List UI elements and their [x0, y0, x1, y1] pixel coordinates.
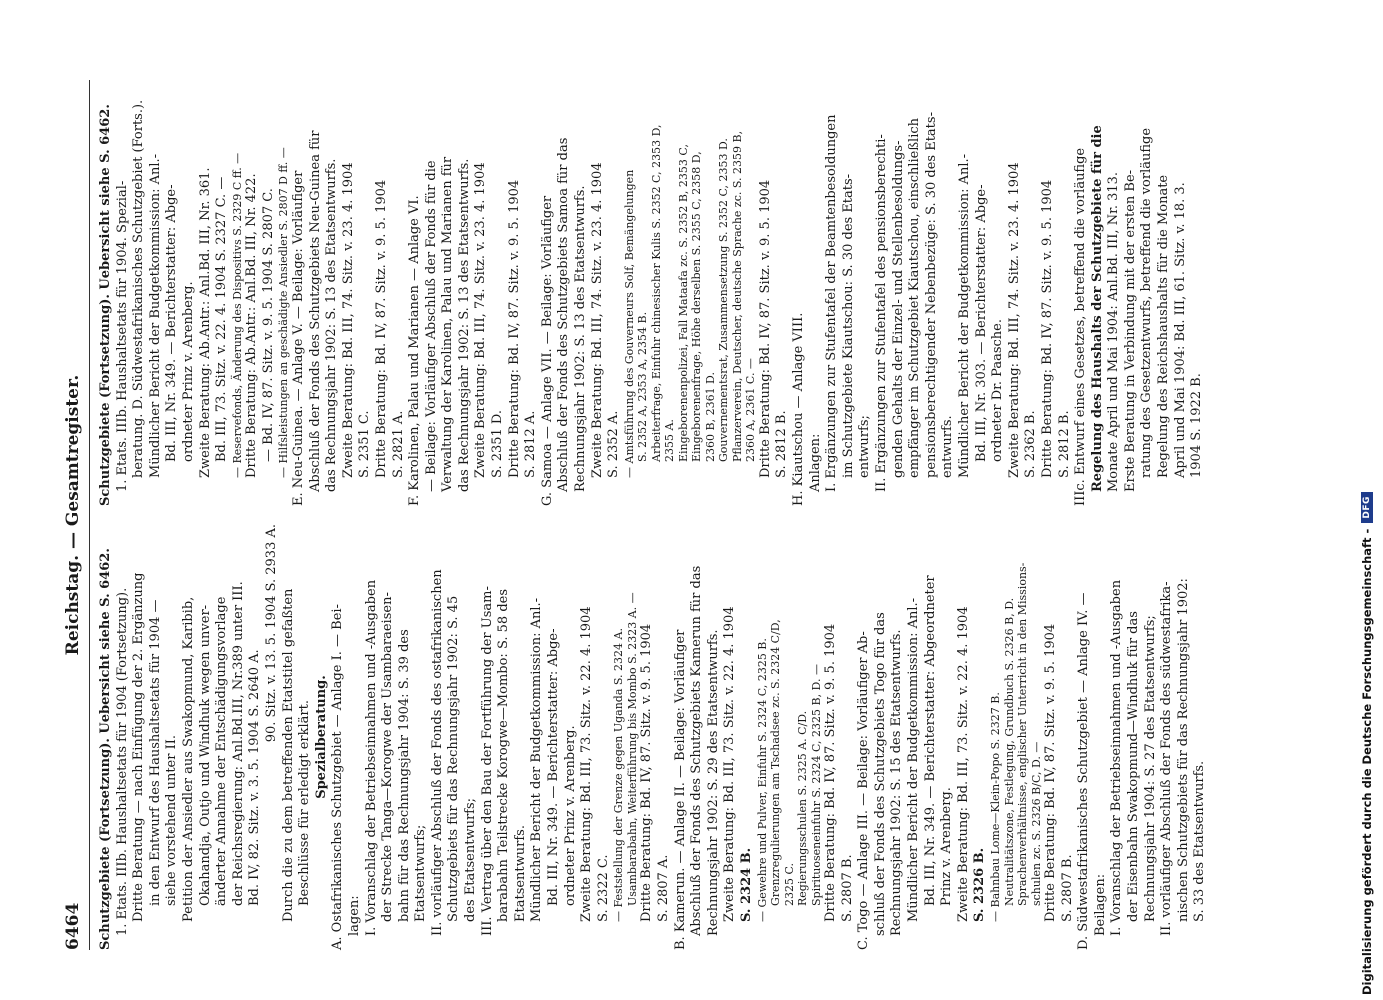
text-line: S. 2324 B. — [738, 847, 754, 922]
text-line: Bd. III, Nr. 349. — Berichterstatter: Abgeordneter — [922, 575, 938, 906]
text-line: Rechnungsjahr 1902: S. 13 des Etatsentwurfs. — [573, 185, 589, 492]
text-line: im Schutzgebiete Kiautschou: S. 30 des Etats- — [840, 173, 856, 478]
text-line: Arbeiterfrage, Einfuhr chinesischer Kulis S. 2352 C, 2353 D, — [649, 124, 663, 462]
column-heading: Schutzgebiete (Fortsetzung). Uebersicht siehe S. 6462. — [98, 104, 113, 506]
text-line: genden Gehalts der Einzel- und Stellenbesoldungs- — [890, 140, 906, 478]
text-line: S. 2326 B. — [972, 847, 988, 922]
text-line: Regelung des Haushalts der Schutzgebiete für die — [1089, 125, 1105, 492]
text-line: April und Mai 1904: Bd. III, 61. Sitz. v. 18. 3. — [1172, 182, 1188, 478]
text-line: E. Neu-Guinea. — Anlage V. — Beilage: Vorläufiger — [290, 170, 306, 506]
text-line: Rechnungsjahr 1904: S. 27 des Etatsentwurfs; — [1142, 615, 1158, 922]
right-column — [98, 80, 1209, 506]
text-line: Zweite Beratung: Bd. III, 73. Sitz. v. 22. 4. 1904 — [579, 606, 595, 922]
text-line: S. 2351 C. — [357, 410, 373, 478]
text-line: Okahandja, Outjo und Windhuk wegen unver- — [197, 604, 213, 906]
text-line: 2355 A. — [663, 419, 677, 462]
text-line: 2360 B, 2361 D. — [703, 372, 717, 462]
text-line: der Strecke Tanga—Korogwe der Usambaraeisen- — [380, 592, 396, 922]
digitization-credit — [1360, 492, 1374, 995]
text-line: Bd. III, Nr. 349. — Berichterstatter: Abge- — [546, 628, 562, 906]
text-line: Dritte Beratung — nach Einfügung der 2. Ergänzung — [131, 572, 147, 922]
text-line: S. 2807 A. — [656, 854, 671, 922]
text-line: — Bd. IV, 87. Sitz. v. 9. 5. 1904 S. 2807 C. — [260, 188, 276, 462]
text-line: nischen Schutzgebiets für das Rechnungsjahr 1902: — [1175, 578, 1191, 922]
text-line: 1904 S. 1922 B. — [1189, 373, 1205, 478]
text-line: — Hilfsleistungen an geschädigte Ansiedler S. 2807 D ff. — — [277, 147, 291, 478]
text-line: ordneter Prinz v. Arenberg. — [562, 725, 578, 906]
text-line: Beschlüsse für erledigt erklärt. — [297, 700, 313, 906]
text-line: Dritte Beratung: Bd. IV, 87. Sitz. v. 9. 5. 1904 — [639, 623, 655, 922]
text-line: Rechnungsjahr 1902: S. 29 des Etatsentwurfs. — [705, 629, 721, 936]
left-column — [98, 524, 1209, 950]
text-line: D. Südwestafrikanisches Schutzgebiet — Anlage IV. — — [1076, 592, 1092, 950]
text-line: das Rechnungsjahr 1902: S. 13 des Etatsentwurfs. — [456, 158, 472, 492]
text-line: Spirituoseneinfuhr S. 2324 C, 2325 B, D. — — [809, 664, 823, 906]
text-line: I. Voranschlag der Betriebseinnahmen und -Ausgaben — [363, 579, 379, 936]
text-line: Zweite Beratung: Bd. III, 74. Sitz. v. 23. 4. 1904 — [1006, 162, 1022, 478]
text-line: lagen: — [346, 895, 362, 936]
page-title: Reichstag. — Gesamtregister. — [63, 374, 83, 656]
text-line: entwurfs; — [857, 415, 873, 478]
text-line: Dritte Beratung: Ab.Antr.: Anl.Bd. III, Nr. 422. — [244, 173, 260, 478]
text-line: F. Karolinen, Palau und Marianen — Anlage VI. — [407, 195, 423, 506]
text-line: siehe vorstehend unter II. — [164, 735, 180, 906]
text-line: — Reservefonds, Änderung des Dispositivs S. 2329 C ff. — — [230, 152, 244, 478]
text-line: Usambarabahn, Weiterführung bis Mombo S. 2323 A. — — [625, 592, 639, 906]
text-line: Dritte Beratung: Bd. IV, 87. Sitz. v. 9. 5. 1904 — [373, 179, 389, 478]
text-line: S. 2812 B. — [774, 410, 790, 478]
text-line: II. Ergänzungen zur Stufentafel des pensionsberechti- — [873, 134, 889, 492]
text-line: Bd. IV, 82. Sitz. v. 3. 5. 1904 S. 2640 A. — [247, 649, 263, 906]
text-line: Eingeborenenpolizei, Fall Mataafa zc. S. 2352 B, 2353 C, — [676, 144, 690, 462]
text-line: pensionsberechtigender Nebenbezüge: S. 30 des Etats- — [923, 112, 939, 478]
text-line: schulen zc. S. 2326 B/C, D. — — [1029, 741, 1043, 906]
text-line: S. 2812 A. — [523, 410, 539, 478]
text-line: S. 2352 A. — [606, 410, 622, 478]
text-line: — Feststellung der Grenze gegen Uganda S. 2324 A. — [612, 628, 626, 922]
text-line: II. vorläufiger Abschluß der Fonds des ostafrikanischen — [429, 569, 445, 936]
text-line: Verwaltung der Karolinen, Palau und Marianen für — [440, 156, 456, 492]
text-line: ordneter Dr. Paasche. — [990, 319, 1006, 462]
text-line: — Bahnbau Lome—Klein-Popo S. 2327 B. — [989, 692, 1002, 922]
text-line: Durch die zu dem betreffenden Etatstitel gefaßten — [280, 588, 296, 922]
text-line: Zweite Beratung: Ab.Antr.: Anl.Bd. III, Nr. 361. — [197, 167, 213, 478]
text-line: G. Samoa — Anlage VII. — Beilage: Vorläufiger — [539, 195, 555, 506]
text-line: Monate April und Mai 1904: Anl.Bd. III, Nr. 313. — [1106, 171, 1122, 492]
text-line: Dritte Beratung: Bd. IV, 87. Sitz. v. 9. 5. 1904 — [506, 179, 522, 478]
text-line: Schutzgebiets für das Rechnungsjahr 1902: S. 45 — [446, 595, 462, 922]
text-line: Mündlicher Bericht der Budgetkommission: Anl.- — [529, 597, 545, 922]
text-line: I. Ergänzungen zur Stufentafel der Beamtenbesoldungen — [824, 114, 840, 492]
text-line: 1. Etats. IIIb. Haushaltsetats für 1904 (Fortsetzung). — [114, 587, 130, 936]
text-line: III. Vertrag über den Bau der Fortführung der Usam- — [479, 586, 495, 936]
text-line: des Etatsentwurfs; — [463, 797, 479, 922]
text-line: S. 2807 B. — [839, 854, 855, 922]
text-line: C. Togo — Anlage III. — Beilage: Vorläufiger Ab- — [856, 631, 872, 950]
text-line: Prinz v. Arenberg. — [939, 787, 955, 906]
text-line: S. 2362 B. — [1023, 410, 1039, 478]
dfg-logo: DFG — [1361, 492, 1373, 523]
text-line: Regierungsschulen S. 2325 A. C/D. — [796, 710, 810, 906]
text-columns — [98, 80, 1209, 950]
text-line: Mündlicher Bericht der Budgetkommission: Anl.- — [906, 597, 922, 922]
text-line: in den Entwurf des Haushaltsetats für 1904 — — [147, 599, 163, 906]
text-line: Abschluß der Fonds des Schutzgebiets Neu-Guinea für — [307, 130, 323, 492]
text-line: Etatsentwurfs; — [413, 824, 429, 922]
text-line: der Eisenbahn Swakopmund—Windhuk für das — [1125, 611, 1141, 922]
text-line: Neutralitätszone, Festlegung, Grundbuch S. 2326 B, D. — [1002, 597, 1016, 906]
text-line: — Beilage: Vorläufiger Abschluß der Fonds für die — [423, 160, 439, 492]
text-line: S. 2322 C. — [595, 854, 611, 922]
text-line: bahn für das Rechnungsjahr 1904: S. 39 des — [396, 629, 412, 922]
text-line: Anlagen: — [807, 433, 823, 492]
text-line: S. 33 des Etatsentwurfs. — [1192, 760, 1208, 922]
text-line: Zweite Beratung: Bd. III, 73. Sitz. v. 22. 4. 1904 — [955, 606, 971, 922]
rotated-page — [45, 70, 1345, 970]
text-line: Pflanzerverein, Deutscher, deutsche Sprache zc. S. 2359 B, — [730, 130, 744, 462]
running-head — [63, 80, 90, 950]
text-line: Etatsentwurfs. — [512, 825, 528, 922]
text-line: beratung. D. Südwestafrikanisches Schutzgebiet (Forts.). — [131, 99, 147, 478]
text-line: Zweite Beratung: Bd. III, 73. Sitz. v. 22. 4. 1904 — [722, 606, 738, 922]
text-line: Abschluß der Fonds des Schutzgebiets Kamerun für das — [689, 565, 705, 936]
text-line: S. 2351 D. — [490, 409, 506, 478]
text-line: Regelung des Reichshaushalts für die Monate — [1156, 174, 1172, 478]
section-heading: Spezialberatung. — [313, 675, 329, 799]
text-line: H. Kiautschou — Anlage VIII. — [791, 312, 806, 506]
text-line: Eingeborenenfrage, Höhe derselben S. 2355 C, 2358 D, — [690, 151, 704, 462]
text-line: S. 2352 A, 2353 A, 2354 B. — [636, 311, 650, 462]
text-line: Bd. III, Nr. 349. — Berichterstatter: Abge- — [164, 184, 180, 462]
page-number: 6464 — [63, 902, 83, 950]
text-line: Beilagen: — [1092, 873, 1108, 936]
text-line: Bd. III, Nr. 303. — Berichterstatter: Abge- — [973, 184, 989, 462]
text-line: Erste Beratung in Verbindung mit der ersten Be- — [1122, 169, 1138, 492]
text-line: IIIc. Entwurf eines Gesetzes, betreffend die vorläufige — [1073, 147, 1089, 506]
text-line: das Rechnungsjahr 1902: S. 13 des Etatsentwurfs. — [324, 158, 340, 492]
text-line: schluß der Fonds des Schutzgebiets Togo für das — [872, 612, 888, 936]
text-line: S. 2812 B. — [1056, 410, 1072, 478]
text-line: Dritte Beratung: Bd. IV, 87. Sitz. v. 9. 5. 1904 — [1043, 623, 1058, 922]
text-line: 1. Etats. IIIb. Haushaltsetats für 1904. Spezial- — [114, 180, 130, 492]
text-line: I. Voranschlag der Betriebseinnahmen und -Ausgaben — [1109, 579, 1125, 936]
text-line: Mündlicher Bericht der Budgetkommission: Anl.- — [147, 153, 163, 478]
text-line: barabahn Teilstrecke Korogwe—Mombo: S. 58 des — [496, 588, 512, 922]
text-line: II. vorläufiger Abschluß der Fonds des südwestafrika- — [1159, 581, 1175, 936]
text-line: Sprachenverhältnisse, englischer Unterricht in den Missions- — [1016, 562, 1029, 906]
text-line: Gouvernementsrat, Zusammensetzung S. 2352 C, 2353 D. — [717, 138, 731, 462]
text-line: der Reichsregierung: Anl.Bd.III, Nr.389 unter III. — [230, 581, 246, 906]
text-line: 2325 C. — [782, 862, 796, 906]
text-line: Dritte Beratung: Bd. IV, 87. Sitz. v. 9. 5. 1904 — [757, 179, 773, 478]
credit-text: Digitalisierung gefördert durch die Deutsche Forschungsgemeinschaft - — [1360, 528, 1374, 995]
text-line: A. Ostafrikanisches Schutzgebiet — Anlage I. — Bei- — [330, 604, 346, 950]
text-line: Bd. III, 73. Sitz. v. 22. 4. 1904 S. 2327 C. — — [214, 176, 230, 462]
text-line: Zweite Beratung: Bd. III, 74. Sitz. v. 23. 4. 1904 — [473, 162, 489, 478]
text-line: Mündlicher Bericht der Budgetkommission: Anl.- — [956, 153, 972, 478]
text-line: ratung des Gesetzentwurfs, betreffend die vorläufige — [1139, 127, 1155, 478]
text-line: 90. Sitz. v. 13. 5. 1904 S. 2933 A. — [263, 524, 279, 743]
text-line: Rechnungsjahr 1902: S. 15 des Etatsentwurfs. — [889, 629, 905, 936]
text-line: empfänger im Schutzgebiet Kiautschou, einschließlich — [907, 117, 923, 478]
text-line: ordneter Prinz v. Arenberg. — [180, 281, 196, 462]
text-line: — Gewehre und Pulver, Einfuhr S. 2324 C, 2325 B. — [755, 638, 769, 922]
text-line: S. 2807 B. — [1059, 854, 1075, 922]
text-line: 2360 A, 2361 C. — — [744, 358, 758, 462]
text-line: B. Kamerun. — Anlage II. — Beilage: Vorläufiger — [672, 629, 688, 950]
text-line: entwurfs. — [940, 415, 956, 478]
text-line: änderter Annahme der Entschädigungsvorlage — [214, 596, 230, 906]
text-line: — Amtsführung des Gouverneurs Solf, Bemängelungen — [622, 169, 636, 478]
column-heading: Schutzgebiete (Fortsetzung). Uebersicht siehe S. 6462. — [98, 548, 113, 950]
text-line: Zweite Beratung: Bd. III, 74. Sitz. v. 23. 4. 1904 — [340, 162, 356, 478]
text-line: Dritte Beratung: Bd. IV, 87. Sitz. v. 9. 5. 1904 — [1039, 179, 1055, 478]
text-line: S. 2821 A. — [390, 410, 406, 478]
text-line: Abschluß der Fonds des Schutzgebiets Samoa für das — [556, 137, 572, 492]
text-line: Grenzregulierungen am Tschadsee zc. S. 2324 C/D, — [769, 619, 783, 906]
text-line: Zweite Beratung: Bd. III, 74. Sitz. v. 23. 4. 1904 — [589, 162, 605, 478]
text-line: Petition der Ansiedler aus Swakopmund, Karibib, — [180, 596, 196, 922]
text-line: Dritte Beratung: Bd. IV, 87. Sitz. v. 9. 5. 1904 — [823, 623, 839, 922]
